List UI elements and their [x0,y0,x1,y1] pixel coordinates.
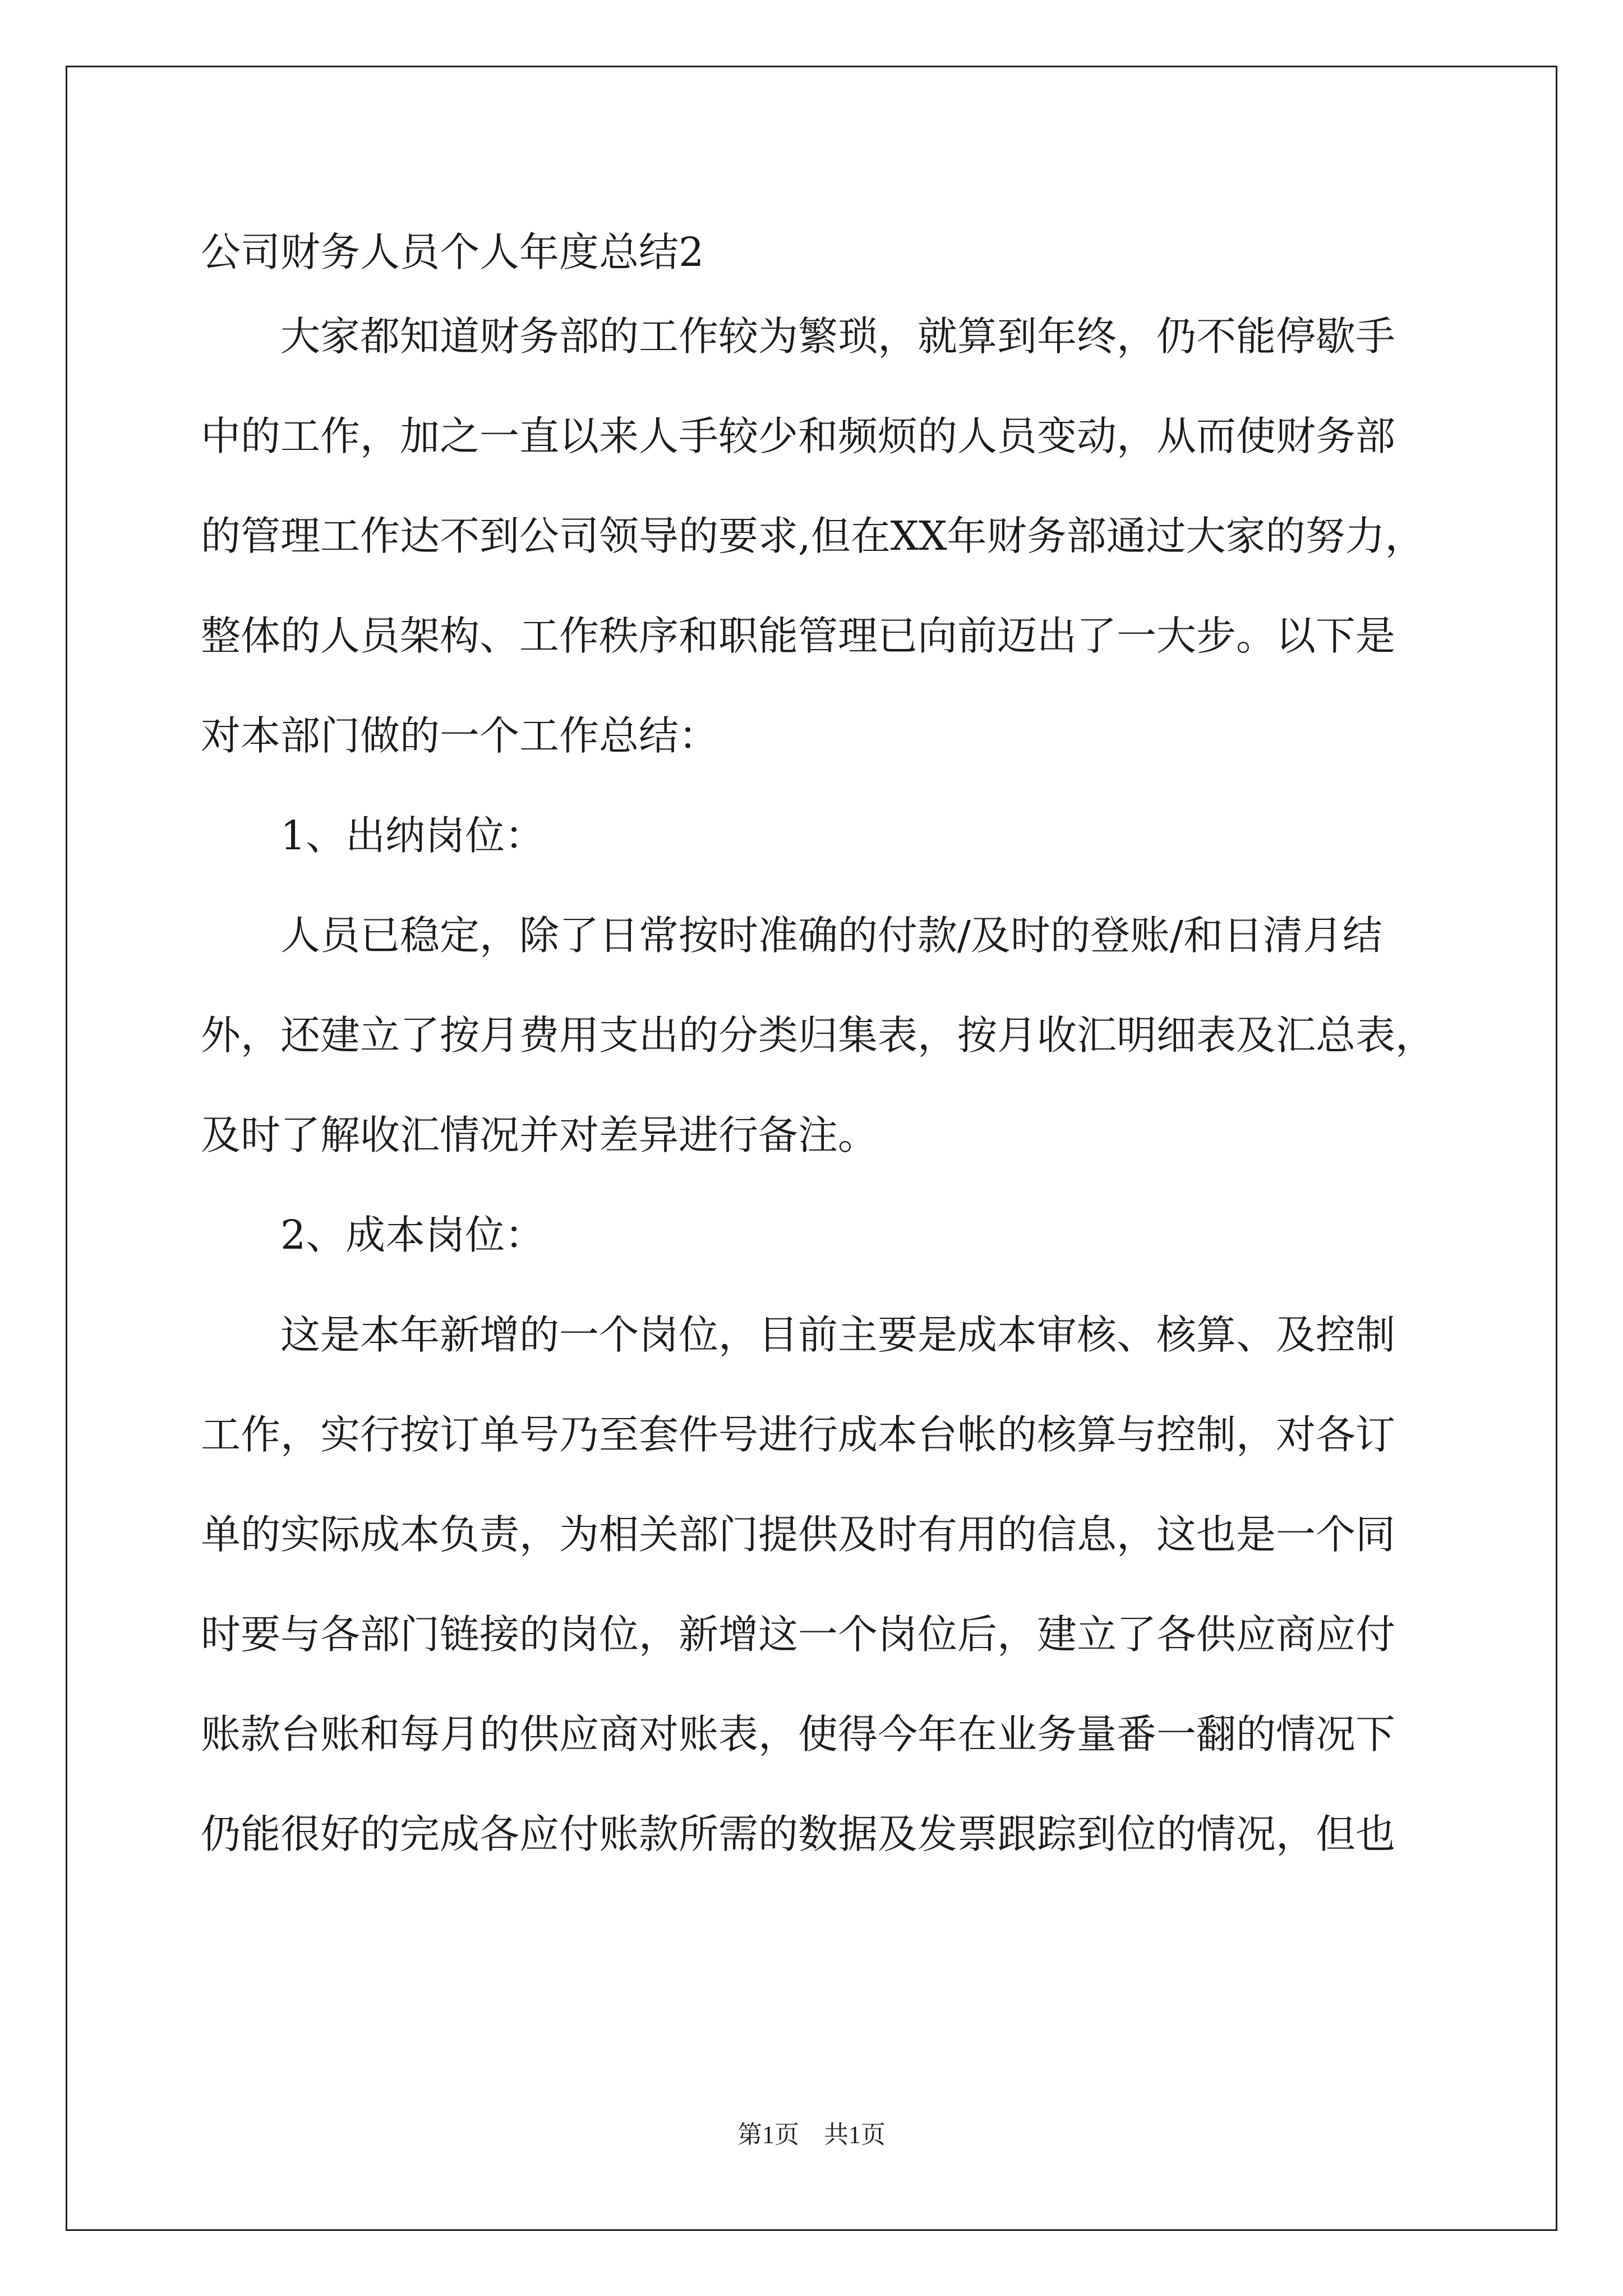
paragraph-line: 账款台账和每月的供应商对账表，使得今年在业务量番一翻的情况下 [201,1711,1396,1757]
paragraph-line: 整体的人员架构、工作秩序和职能管理已向前迈出了一大步。以下是 [201,613,1396,659]
section-heading: 1、出纳岗位： [280,812,545,859]
paragraph-line: 人员已稳定，除了日常按时准确的付款/及时的登账/和日清月结 [280,912,1382,959]
paragraph-line: 外，还建立了按月费用支出的分类归集表，按月收汇明细表及汇总表， [201,1012,1436,1059]
page-footer: 第1页 共1页 [737,2121,886,2148]
paragraph-line: 的管理工作达不到公司领导的要求,但在XX年财务部通过大家的努力， [201,513,1425,559]
paragraph-line: 时要与各部门链接的岗位，新增这一个岗位后，建立了各供应商应付 [201,1611,1396,1658]
paragraph-line: 工作，实行按订单号乃至套件号进行成本台帐的核算与控制，对各订 [201,1411,1396,1458]
paragraph-line: 及时了解收汇情况并对差异进行备注。 [201,1112,878,1158]
paragraph-line: 仍能很好的完成各应付账款所需的数据及发票跟踪到位的情况，但也 [201,1811,1396,1857]
document-title: 公司财务人员个人年度总结2 [201,229,704,275]
paragraph-line: 对本部门做的一个工作总结： [201,712,719,759]
paragraph-line: 中的工作，加之一直以来人手较少和频烦的人员变动，从而使财务部 [201,413,1396,459]
paragraph-line: 大家都知道财务部的工作较为繁琐，就算到年终，仍不能停歇手 [280,313,1396,360]
paragraph-line: 单的实际成本负责，为相关部门提供及时有用的信息，这也是一个同 [201,1511,1396,1558]
section-heading: 2、成本岗位： [280,1212,545,1258]
paragraph-line: 这是本年新增的一个岗位，目前主要是成本审核、核算、及控制 [280,1312,1396,1358]
